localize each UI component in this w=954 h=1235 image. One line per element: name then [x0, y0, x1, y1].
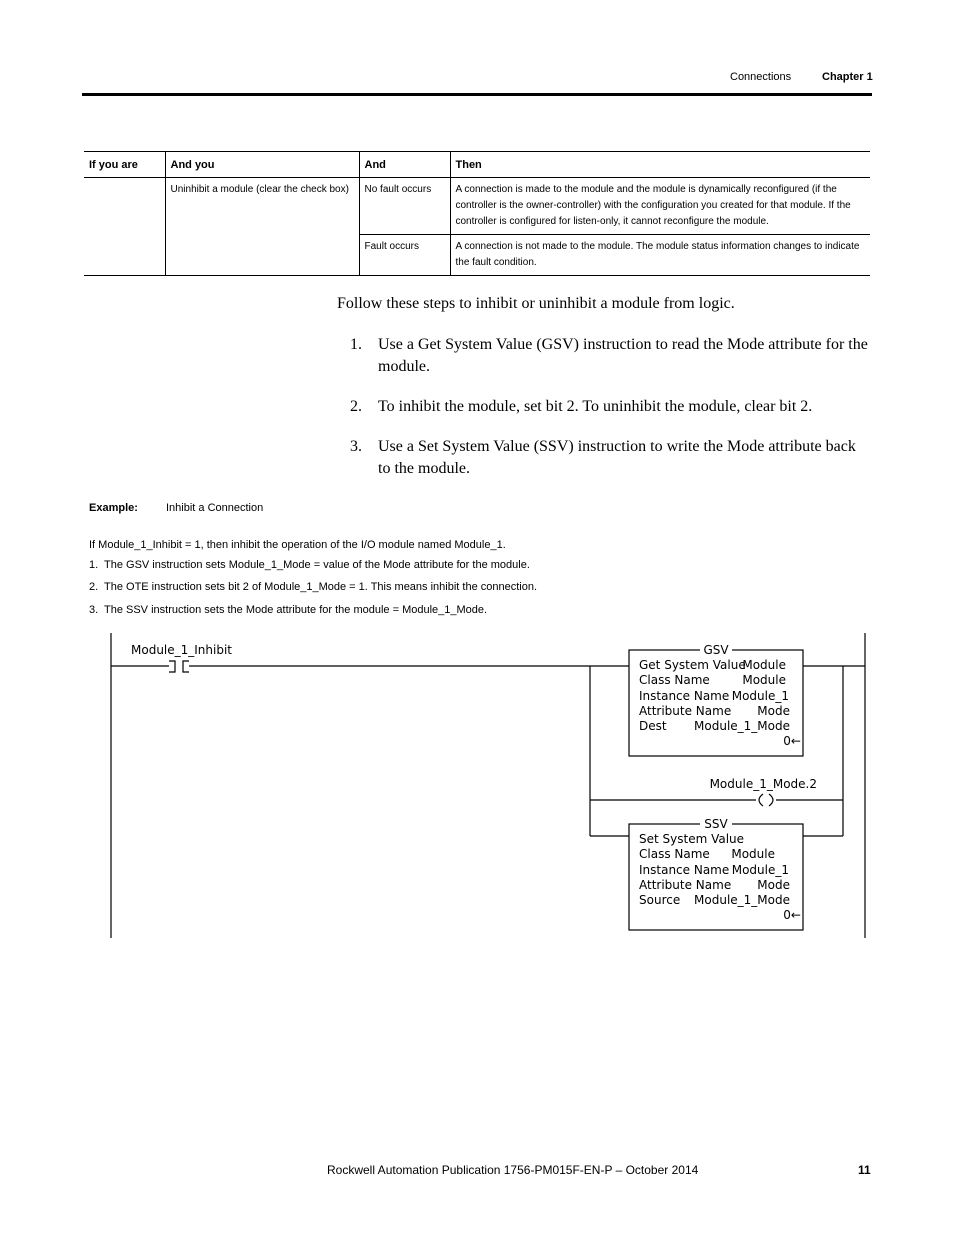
gsv-name: GSV — [703, 643, 729, 657]
table-cell-and-you: Uninhibit a module (clear the check box) — [165, 178, 359, 276]
table-row — [84, 178, 870, 235]
table-cell-and: No fault occurs — [359, 178, 450, 235]
gsv-field-label: Dest — [639, 719, 667, 733]
example-item-number: 2. — [89, 581, 99, 593]
example-item-text: The SSV instruction sets the Mode attribute for the module = Module_1_Mode. — [104, 604, 488, 616]
table-cell-and: Fault occurs — [359, 235, 450, 276]
step-number: 3. — [350, 438, 362, 455]
example-item-number: 1. — [89, 559, 99, 571]
ssv-field-label: Class Name — [639, 847, 710, 861]
gsv-field-value: Module_1 — [731, 689, 789, 703]
ssv-field-value: Mode — [757, 878, 790, 892]
table-cell-if-you-are — [84, 178, 165, 276]
steps-intro: Follow these steps to inhibit or uninhibit a module from logic. — [337, 295, 735, 312]
step-text: Use a Get System Value (GSV) instruction to read the Mode attribute for the module. — [378, 336, 868, 375]
example-item-number: 3. — [89, 604, 99, 616]
step-number: 2. — [350, 398, 362, 415]
gsv-field-label: Attribute Name — [639, 704, 732, 718]
ladder-logic-diagram — [100, 630, 872, 942]
gsv-title: Get System Value — [639, 658, 746, 672]
gsv-field-label: Instance Name — [639, 689, 730, 703]
page-number: 11 — [858, 1163, 871, 1177]
ssv-name: SSV — [704, 817, 728, 831]
ssv-title: Set System Value — [639, 832, 745, 846]
table-header-cell: If you are — [84, 152, 165, 178]
table-header-cell: And you — [165, 152, 359, 178]
ssv-field-label: Attribute Name — [639, 878, 732, 892]
gsv-field-value: Module — [742, 673, 786, 687]
example-title: Inhibit a Connection — [166, 502, 264, 514]
example-intro: If Module_1_Inhibit = 1, then inhibit the operation of the I/O module named Module_1. — [89, 539, 506, 551]
ssv-field-value: Module — [731, 847, 775, 861]
output-energize-coil — [759, 794, 773, 806]
example-item-text: The OTE instruction sets bit 2 of Module_1_Mode = 1. This means inhibit the connection. — [104, 581, 538, 593]
ssv-field-label: Source — [639, 893, 681, 907]
gsv-field-label: Class Name — [639, 673, 710, 687]
examine-if-closed-contact — [169, 661, 189, 672]
table-cell-then: A connection is made to the module and the module is dynamically reconfigured (if the controller is the owner-controller) with the configuration you created for that module. If the controller is configured for listen-only, it cannot reconfigure the module. — [450, 178, 870, 235]
step-text: To inhibit the module, set bit 2. To uninhibit the module, clear bit 2. — [378, 398, 813, 415]
gsv-field-value: Module_1_Mode — [694, 719, 790, 733]
ssv-field-label: Instance Name — [639, 863, 730, 877]
table-header-cell: And — [359, 152, 450, 178]
step-text: Use a Set System Value (SSV) instruction to write the Mode attribute back to the module. — [378, 438, 856, 477]
step-number: 1. — [350, 336, 362, 353]
gsv-title-value: Module — [742, 658, 786, 672]
table-header-cell: Then — [450, 152, 870, 178]
header-rule — [82, 93, 872, 96]
table-cell-then: A connection is not made to the module. The module status information changes to indicate the fault condition. — [450, 235, 870, 276]
running-header-chapter: Chapter 1 — [822, 71, 873, 83]
ssv-field-value: Module_1 — [731, 863, 789, 877]
example-item-text: The GSV instruction sets Module_1_Mode = value of the Mode attribute for the module. — [104, 559, 530, 571]
example-label: Example: — [89, 502, 138, 514]
footer-publication: Rockwell Automation Publication 1756-PM015F-EN-P – October 2014 — [327, 1163, 699, 1177]
table-header-row — [84, 152, 870, 178]
gsv-field-value: Mode — [757, 704, 790, 718]
gsv-value-readout: 0← — [783, 734, 801, 748]
inhibit-behavior-table — [84, 151, 870, 276]
ssv-value-readout: 0← — [783, 908, 801, 922]
contact-tag-label: Module_1_Inhibit — [131, 643, 233, 657]
running-header-section: Connections — [730, 71, 792, 83]
coil-tag-label: Module_1_Mode.2 — [709, 777, 817, 791]
ssv-field-value: Module_1_Mode — [694, 893, 790, 907]
